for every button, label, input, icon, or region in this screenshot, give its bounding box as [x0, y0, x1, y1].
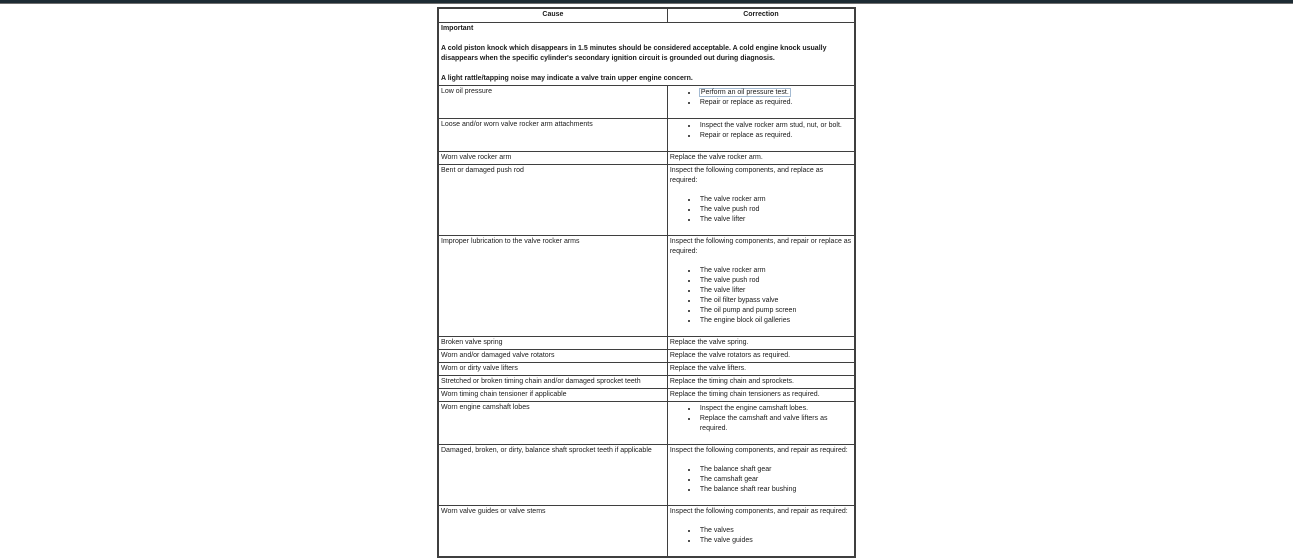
correction-cell [667, 86, 855, 119]
table-row [438, 445, 855, 506]
correction-cell [667, 376, 855, 389]
correction-bullet-item: • The balance shaft rear bushing [698, 485, 852, 495]
table-row [438, 152, 855, 165]
correction-bullet-item: • The oil pump and pump screen [698, 306, 852, 316]
correction-text: Replace the timing chain tensioners as required. [669, 391, 820, 398]
cause-cell: Loose and/or worn valve rocker arm attachments [438, 119, 667, 152]
correction-text: Replace the valve spring. [669, 339, 749, 346]
important-note-paragraph: A cold piston knock which disappears in 1.5 minutes should be considered acceptable. A cold engine knock usually disappears when the specific cylinder's secondary ignition circuit is grounded out during diagnosis. [441, 45, 827, 62]
correction-text: Replace the valve lifters. [669, 365, 747, 372]
correction-cell [667, 402, 855, 445]
correction-text: Replace the valve rotators as required. [669, 352, 791, 359]
diagnostic-table-container [437, 7, 856, 558]
correction-cell [667, 389, 855, 402]
cause-cell: Worn and/or damaged valve rotators [438, 350, 667, 363]
correction-bullet-item: • The camshaft gear [698, 475, 852, 485]
correction-bullet-item: • The valve push rod [698, 276, 852, 286]
cause-cell: Improper lubrication to the valve rocker arms [438, 236, 667, 337]
table-row [438, 119, 855, 152]
correction-bullet-list [670, 195, 852, 225]
table-row [438, 236, 855, 337]
correction-bullet-item: • The valve guides [698, 536, 852, 546]
correction-cell [667, 119, 855, 152]
correction-cell [667, 506, 855, 558]
correction-intro: Inspect the following components, and repair as required: [669, 447, 848, 454]
cause-cell: Worn or dirty valve lifters [438, 363, 667, 376]
table-row [438, 389, 855, 402]
important-note-row [438, 23, 855, 86]
correction-cell [667, 337, 855, 350]
table-row [438, 350, 855, 363]
table-row [438, 376, 855, 389]
table-row [438, 363, 855, 376]
table-row [438, 402, 855, 445]
correction-bullet-item: • Replace the camshaft and valve lifters as required. [698, 414, 852, 434]
correction-cell [667, 350, 855, 363]
correction-bullet-item: • Repair or replace as required. [698, 131, 852, 141]
cause-cell: Damaged, broken, or dirty, balance shaft sprocket teeth if applicable [438, 445, 667, 506]
correction-bullet-list [670, 526, 852, 546]
correction-text: Replace the timing chain and sprockets. [669, 378, 794, 385]
correction-bullet-item: • The oil filter bypass valve [698, 296, 852, 306]
important-note-title: Important [441, 25, 474, 32]
correction-intro: Inspect the following components, and repair as required: [669, 508, 848, 515]
correction-intro: Inspect the following components, and repair or replace as required: [669, 238, 852, 255]
correction-bullet-list [670, 465, 852, 495]
table-row [438, 506, 855, 558]
correction-bullet-item: • The valve lifter [698, 215, 852, 225]
correction-text: Replace the valve rocker arm. [669, 154, 763, 161]
cause-cell: Stretched or broken timing chain and/or damaged sprocket teeth [438, 376, 667, 389]
cause-cell: Low oil pressure [438, 86, 667, 119]
correction-cell [667, 445, 855, 506]
cause-cell: Worn valve guides or valve stems [438, 506, 667, 558]
cause-cell: Worn engine camshaft lobes [438, 402, 667, 445]
correction-bullet-item: • The valve lifter [698, 286, 852, 296]
correction-cell [667, 165, 855, 236]
correction-bullet-item: • The engine block oil galleries [698, 316, 852, 326]
correction-bullet-item: • The valves [698, 526, 852, 536]
correction-bullet-item: • Inspect the valve rocker arm stud, nut, or bolt. [698, 121, 852, 131]
correction-bullet-item: • The balance shaft gear [698, 465, 852, 475]
correction-bullet-item: • The valve rocker arm [698, 195, 852, 205]
correction-bullet-item: • Inspect the engine camshaft lobes. [698, 404, 852, 414]
window-top-bar [0, 0, 1293, 4]
cause-cell: Bent or damaged push rod [438, 165, 667, 236]
correction-cell [667, 152, 855, 165]
cause-cell: Worn timing chain tensioner if applicable [438, 389, 667, 402]
cause-column-header: Cause [438, 8, 667, 23]
correction-bullet-list [670, 404, 852, 434]
oil-pressure-test-link[interactable]: Perform an oil pressure test. [700, 89, 789, 96]
correction-bullet-item: • The valve push rod [698, 205, 852, 215]
correction-intro: Inspect the following components, and replace as required: [669, 167, 824, 184]
engine-noise-diagnosis-table [437, 7, 856, 558]
correction-bullet-item [698, 88, 852, 98]
correction-bullet-item: • The valve rocker arm [698, 266, 852, 276]
cause-cell: Broken valve spring [438, 337, 667, 350]
correction-bullet-list [670, 266, 852, 326]
table-row [438, 337, 855, 350]
important-note-cell [438, 23, 855, 86]
correction-bullet-list [670, 88, 852, 108]
cause-cell: Worn valve rocker arm [438, 152, 667, 165]
table-row [438, 86, 855, 119]
correction-column-header: Correction [667, 8, 855, 23]
correction-cell [667, 363, 855, 376]
table-header-row [438, 8, 855, 23]
table-row [438, 165, 855, 236]
correction-bullet-item: • Repair or replace as required. [698, 98, 852, 108]
correction-cell [667, 236, 855, 337]
important-note-paragraph: A light rattle/tapping noise may indicate a valve train upper engine concern. [441, 75, 693, 82]
correction-bullet-list [670, 121, 852, 141]
